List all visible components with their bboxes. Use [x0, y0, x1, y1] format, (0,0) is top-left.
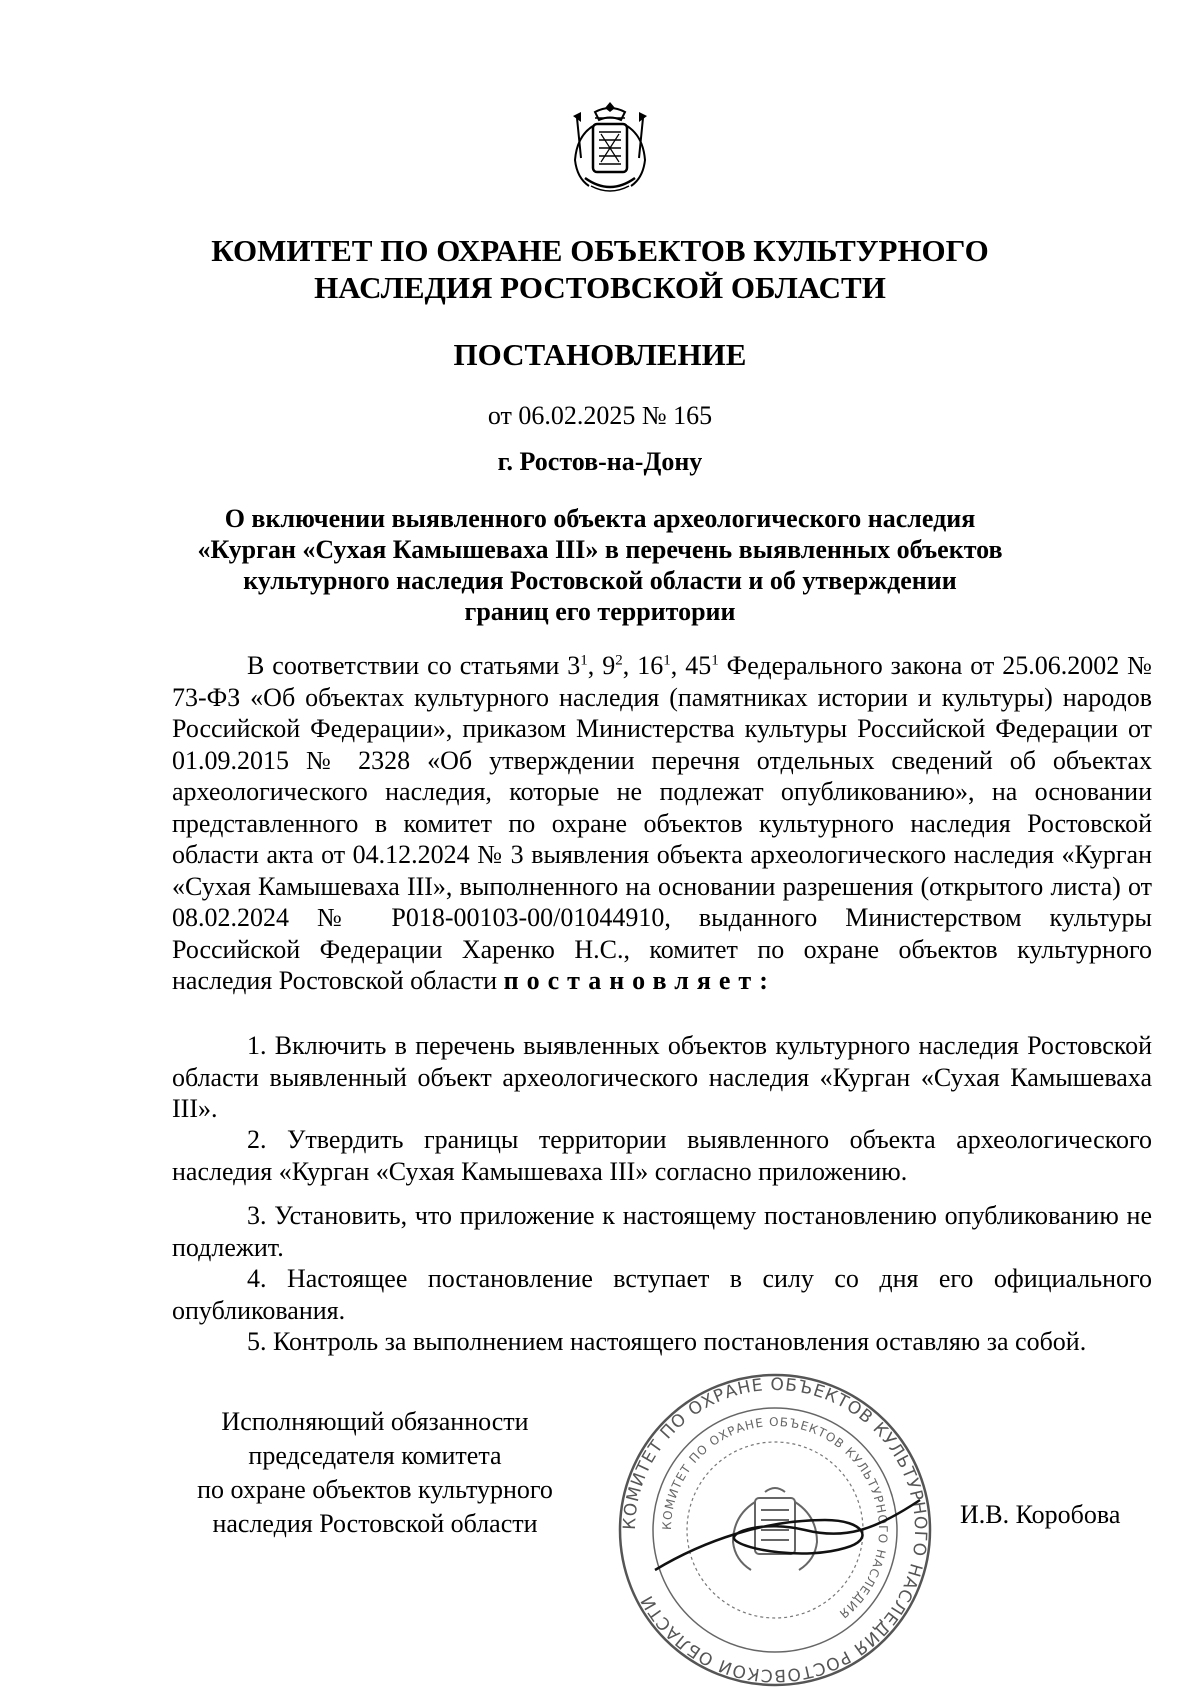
decree-item-1-block: [172, 1030, 1152, 1125]
signer-title-line-1: Исполняющий обязанности: [221, 1407, 529, 1436]
decree-item: 2. Утвердить границы территории выявленного объекта археологического наследия «Курган «Сухая Камышеваха III» согласно приложению.: [172, 1125, 1152, 1186]
signer-title-line-2: председателя комитета: [248, 1441, 502, 1470]
committee-line-1: КОМИТЕТ ПО ОХРАНЕ ОБЪЕКТОВ КУЛЬТУРНОГО: [211, 233, 989, 268]
subject-line-4: границ его территории: [464, 597, 736, 626]
preamble-text-3: , 16: [622, 651, 664, 680]
preamble: [172, 650, 1152, 997]
document-type: ПОСТАНОВЛЕНИЕ: [453, 337, 747, 372]
article-superscript: 1: [711, 652, 719, 669]
signer-title-line-3: по охране объектов культурного: [197, 1475, 553, 1504]
preamble-text-4: , 45: [670, 651, 712, 680]
preamble-text-5: Федерального закона от 25.06.2002 № 73-ФЗ «Об объектах культурного наследия (памятниках истории и культуры) народов Российской Федерации», приказом Министерства культуры Российской Федерации от 01.09.2015 № 2328 «Об утверждении перечня отдельных сведений об объектах археологического наследия, которые не подлежат опубликованию», на основании представленного в комитет по охране объектов культурного наследия Ростовской области акта от 04.12.2024 № 3 выявления объекта археологического наследия «Курган «Сухая Камышеваха III», выполненного на основании разрешения (открытого листа) от 08.02.2024 № Р018-00103-00/01044910, выданного Министерством культуры Российской Федерации Харенко Н.С., комитет по охране объектов культурного наследия Ростовской области: [172, 651, 1152, 995]
official-seal-stamp: [615, 1370, 935, 1690]
committee-name: [0, 232, 1200, 306]
document-city: г. Ростов-на-Дону: [497, 447, 703, 476]
article-superscript: 1: [663, 652, 671, 669]
decree-word: постановляет:: [503, 966, 776, 995]
document-subject: [190, 503, 1010, 627]
rostov-region-coat-of-arms-icon: [565, 98, 655, 208]
preamble-paragraph: [172, 650, 1152, 997]
document-date-number: от 06.02.2025 № 165: [487, 401, 713, 430]
seal-inner-text: КОМИТЕТ ПО ОХРАНЕ ОБЪЕКТОВ КУЛЬТУРНОГО НАСЛЕДИЯ: [659, 1414, 891, 1622]
decree-item: 3. Установить, что приложение к настоящему постановлению опубликованию не подлежит.: [172, 1201, 1152, 1262]
decree-item: 4. Настоящее постановление вступает в силу со дня его официального опубликования.: [172, 1264, 1152, 1325]
decree-items-3-5-block: [172, 1200, 1152, 1358]
subject-line-2: «Курган «Сухая Камышеваха III» в перечень выявленных объектов: [197, 535, 1003, 564]
preamble-text-2: , 9: [587, 651, 616, 680]
article-superscript: 2: [615, 652, 623, 669]
preamble-text-1: В соответствии со статьями 3: [247, 651, 581, 680]
decree-item: 5. Контроль за выполнением настоящего постановления оставляю за собой.: [247, 1327, 1087, 1356]
subject-line-3: культурного наследия Ростовской области и об утверждении: [243, 566, 957, 595]
article-superscript: 1: [580, 652, 588, 669]
subject-line-1: О включении выявленного объекта археологического наследия: [224, 504, 976, 533]
decree-item: 1. Включить в перечень выявленных объектов культурного наследия Ростовской области выявленный объект археологического наследия «Курган «Сухая Камышеваха III».: [172, 1031, 1152, 1123]
signer-title-line-4: наследия Ростовской области: [212, 1509, 538, 1538]
seal-outer-text: КОМИТЕТ ПО ОХРАНЕ ОБЪЕКТОВ КУЛЬТУРНОГО НАСЛЕДИЯ РОСТОВСКОЙ ОБЛАСТИ: [619, 1374, 931, 1686]
svg-text:КОМИТЕТ ПО ОХРАНЕ ОБЪЕКТОВ КУЛ: [660, 1415, 890, 1621]
committee-line-2: НАСЛЕДИЯ РОСТОВСКОЙ ОБЛАСТИ: [314, 270, 886, 305]
signer-name: И.В. Коробова: [960, 1500, 1121, 1529]
signer-title: [160, 1405, 590, 1541]
decree-item-2-block: [172, 1124, 1152, 1187]
